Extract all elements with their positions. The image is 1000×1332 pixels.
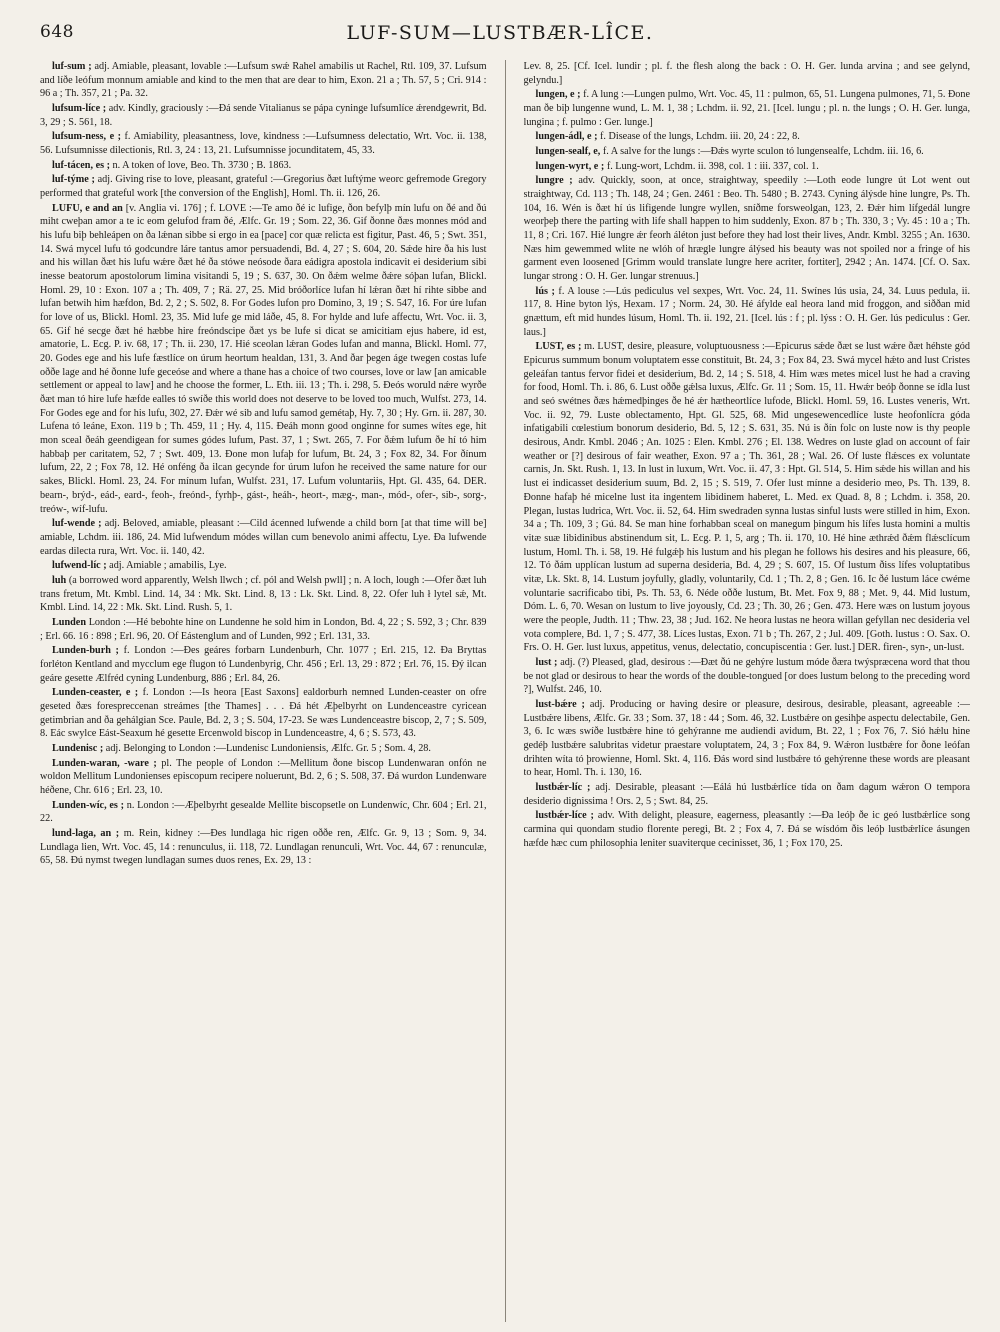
- entry-text: m. Rein, kidney :—Ðes lundlaga hic rigen oððe ren, Ælfc. Gr. 9, 13 ; Som. 9, 34. Lundlaga lien, Wrt. Voc. 45, 14 : renunculus, ii. 118, 72. Lundlagan renunculi, Wrt. Voc. 44, 67 : renunculæ, 65, 58. Ðú nymst twegen lundlagan sumes duos renes, Ex. 29, 13 :: [40, 827, 487, 867]
- entry-text: n. London :—Æþelbyrht gesealde Mellite biscopsetle on Lundenwíc, Chr. 604 ; Erl. 21, 22.: [40, 799, 487, 825]
- entry-headword: LUFU, e and an: [52, 202, 123, 214]
- entry-text: f. Amiability, pleasantness, love, kindness :—Lufsumness delectatio, Wrt. Voc. ii. 138, 56. Lufsumnisse dilectionis, Rtl. 3, 24 : 13, 21. Lufsumnisse jocunditatem, 45, 33.: [40, 131, 487, 157]
- dictionary-entry: [40, 742, 487, 756]
- dictionary-entry: [40, 827, 487, 868]
- dictionary-entry: [40, 60, 487, 101]
- entry-text: f. London :—Ðes geáres forbarn Lundenburh, Chr. 1077 ; Erl. 215, 12. Ða Bryttas forléton Kentland and mycclum ege flugon tó Lundenbyrig, Chr. 456 ; Erl. 13, 29 : 872 ; Erl. 76, 15. Ðý ilcan geáre gesette Ælfréd cyning Lundenburg, 886 ; Erl. 84, 26.: [40, 645, 487, 684]
- entry-text: London :—Hé bebohte hine on Lundenne he sold him in London, Bd. 4, 22 ; S. 592, 3 ; Chr. 839 ; Erl. 66. 16 : 898 ; Erl. 96, 20. Of Eástenglum and of Lunden, 992 ; Erl. 131, 33.: [40, 616, 487, 642]
- entry-headword: Lunden-burh ;: [52, 645, 119, 657]
- entry-text: [v. Anglia vi. 176] ; f. LOVE :—Te amo ðé ic lufige, ðon befylþ mín lufu on ðé and ðú miht cweþan amor a te ic eom gelufod fram ðé, Ælfc. Gr. 19 ; Som. 22, 36. Gif ðonne ðæs monnes mód and his lufu biþ behleápen on ða lǽnan sibbe si ergo in ea [pace] cor quæ relicta est figitur, Past. 46, 5 ; Swt. 351, 14. Swá mycel lufu tó godcundre láre tantus amor persuadendi, Bd. 4, 27 ; S. 604, 20. Sǽde hire ða his lust and his willan ðæt his lufu wǽre ðæt hé ða stówe neósode ðara eádigra apostola indicavit ei desiderium sibi inesse beatorum apostolorum limina visitandi 5, 19 ; S. 637, 30. On ðǽm welme ðǽre sóþan lufan, Blickl. Homl. 29, 10 : Exon. 107 a ; Th. 409, 7 ; Rä. 27, 25. Mid bróðorlíce lufan hí lǽran ðæt hí rihte sibbe and lufan betwih him hæfdon, Bd. 2, 2 ; S. 502, 8. For Godes lufon pro Domino, 3, 19 ; S. 547, 16. For úre lufan for love of us, Blickl. Homl. 23, 35. Mid lufe ge mid láðe, 45, 8. For hylde and lufe affectu, Wrt. Voc. ii. 3, 65. Gif hé secge ðæt hé hæbbe hire freóndscipe ðæt ys be lufe si dicat se amicitiam ejus habere, id est, amatorie, L. Ecg. P. iv. 68, 17 ; Th. ii. 230, 17. Hié sceolan lǽran Godes lufan and manna, Blickl. Homl. 77, 20. Godes ege and his lufe fæstlíce on úrum heortum healdan, 131, 3. And ðar þegen áge twegen costas lufe oððe lage and hé ðonne lufe geceóse and where a thane has a choice of two courses, love or law [an amicable settlement or appeal to law] and he choose the former, L. Eth. iii. 13 ; Th. i. 298, 5. Ðeós woruld nǽre wyrðe ðæt man tó hire lufe hæfde ealles tó swíðe this world does not deserve to be loved too much, Wulfst. 273, 14. For Godes ege and for his lufu, 302, 27. Ðǽr wé sib and lufu samod gemétaþ, Hy. 7, 30 ; Hy. Grn. ii. 287, 30. Lufena tó leáne, Exon. 119 b ; Th. 459, 11 ; Hy. 4, 115. Ðeáh monn good onginne for sumes wítes ege, hit mon sceal ðeáh geendigean for sumes gódes lufum, Past. 37, 1 ; Swt. 265, 7. For ðǽm lufum ðe hí tó him habbaþ per caritatem, 52, 7 ; Swt. 409, 13. Ðone mon lufaþ for lufum, Bt. 24, 3 ; Fox 82, 34. For ðínum lufum, 22, 2 ; Fox 78, 12. Hé onféng ða ilcan gecynde for úrum lufon he received the same nature for our sakes, Blickl. Homl. 23, 24. For mínum lufan, Wulfst. 231, 17. Lufum voluntariis, Hpt. Gl. 435, 64. DER. bearn-, brýd-, eád-, eard-, feoh-, freónd-, fyrhþ-, gást-, heáh-, heort-, mæg-, man-, mód-, ofer-, sib-, sorg-, treów-, wíf-lufu.: [40, 202, 487, 515]
- entry-headword: lungen, e ;: [535, 89, 581, 101]
- entry-headword: lufsum-ness, e ;: [52, 131, 121, 143]
- dictionary-entry: [40, 574, 487, 615]
- dictionary-entry: [524, 145, 971, 159]
- dictionary-entry: [40, 130, 487, 157]
- dictionary-entry: [524, 809, 971, 850]
- entry-text: m. LUST, desire, pleasure, voluptuousness :—Epicurus sǽde ðæt se lust wǽre ðæt héhste gód Epicurus summum bonum voluptatem esse constituit, Bt. 24, 3 ; Fox 84, 23. Swá mycel hǽto and lust Cristes geleáfan tantus fervor fidei et desiderium, Bd. 2, 14 ; S. 518, 4. Him wæs metes micel lust he had a craving for food, Homl. Th. i. 86, 6. Lust oððe gǽlsa luxus, Ælfc. Gr. 11 ; Som. 15, 11. Hwǽr beóþ ðonne se ídla lust and seó swétnes ðæs hǽmedþinges ðe hé ǽr hætheortlíce lufode, Blickl. Homl. 59, 16. Lustes veneris, Wrt. Voc. ii. 92, 79. Luste oblectamento, Hpt. Gl. 525, 68. Mid ungesewencedlíce luste heofonlícra góda infatigabili cœlestium bonorum desiderio, Bd. 5, 12 ; S. 631, 35. Nú is ðín folc on luste now is thy people desirous, Andr. Kmbl. 2046 ; An. 1025 : Elen. Kmbl. 276 ; El. 138. Wedres on luste glad on account of fair weather or [?] desirous of fair weather, Exon. 97 a ; Th. 361, 28 ; Wal. 26. Of luste flǽsces ex voluntate carnis, Jn. Skt. Rush. 1, 13. In lust in luxum, Wrt. Voc. ii. 47, 3 : Hpt. Gl. 514, 5. Him sǽde his willan and his lust ei indicasset desiderium suum, Bd. 2, 15 ; S. 519, 7. Ofer lust mínne a desiderio meo, Ps. Th. 139, 8. Ðonne hafaþ hé micelne lust ita ingentem libidinem haberet, L. Med. ex Quad. 8, 8 ; Lchdm. i. 358, 20. Plegan, lustas ludrica, Wrt. Voc. ii. 52, 64. Him swedraden synna lustas sinful lusts were stilled in him, Exon. 34 a ; Th. 109, 3 ; Gú. 84. Se man hine forhabban sceal on manegum þingum his lífes lusta homini a multis vitæ suæ libidinibus abstinendum sit, L. Ecg. P. 1, 5, arg ; Th. ii. 170, 10. Hé hine æthrǽd ðǽm flǽsclícum lustum, Homl. Th. i. 58, 19. Hé fulgǽþ his lustum and his plegan he follows his desires and his pleasure, 66, 12. Tó ðám upplícan lustum ad superna desideria, Bd. 4, 29 ; S. 607, 15. Of lustum ðiss lífes voluptatibus vitæ, Lk. Skt. 8, 14. Lustum joyfully, gladly, voluntarily, Cd. 1 ; Th. 2, 8 ; Gen. 16. Ic ðé lustum láce cwéme voluntarie sacrificabo tibi, Ps. Th. 53, 6. Néde oððe lustum, Bt. Met. Fox 9, 88 ; Met. 9, 44. Mid lustum, Dóm. L. 6, 70. Wesan on lustum to live joyously, Cd. 23 ; Th. 30, 26 ; Gen. 473. Here wæs on lustum joyous were the people, Judth. 11 ; Thw. 23, 38 ; Jud. 162. Ne heora lustas ne heora willan gefyllan nec desideria vel vota complere, Bd. 1, 7 ; S. 477, 38. Líces lustas, Exon. 71 b ; Th. 267, 2 ; Jul. 409. [Goth. lustus : O. Sax. O. Frs. O. H. Ger. lust luxus, appetitus, venus, delectatio, concupiscentia : Ger. lust.] DER. firen-, syn-, un-lust.: [523, 341, 970, 654]
- dictionary-entry: [40, 517, 487, 558]
- entry-text: adj. (?) Pleased, glad, desirous :—Ðæt ðú ne gehýre lustum móde ðæra twýspræcena word that thou be not glad or desirous to hear the words of the double-tongued [or does lustum belong to the preceding word ?], Wulfst. 246, 10.: [523, 656, 970, 696]
- entry-headword: luh: [52, 574, 67, 586]
- dictionary-entry: [524, 340, 971, 654]
- dictionary-entry: [524, 88, 971, 129]
- entry-text: adj. Amiable ; amabilis, Lye.: [109, 560, 227, 572]
- dictionary-entry: [40, 173, 487, 200]
- entry-headword: lund-laga, an ;: [52, 827, 120, 839]
- entry-headword: Lunden-wíc, es ;: [52, 799, 124, 811]
- entry-text: adj. Giving rise to love, pleasant, grateful :—Gregorius ðæt luftýme weorc gefremode Gregory performed that grateful work [the conversion of the English], Homl. Th. ii. 126, 26.: [40, 174, 487, 200]
- dictionary-entry: [524, 174, 971, 283]
- two-column-body: [40, 60, 970, 1322]
- entry-text: f. A louse :—Lús pediculus vel sexpes, Wrt. Voc. 24, 11. Swínes lús usia, 24, 34. Luus pedula, ii. 117, 8. Hine byton lýs, Hexam. 17 ; Norm. 24, 30. Hé áfylde eal heora land mid froggon, and siððan mid gnættum, eft mid hundes lúsum, Homl. Th. ii. 192, 21. [Icel. lús : f ; pl. lýss : O. H. Ger. lús pediculus : Ger. laus.]: [523, 285, 970, 338]
- entry-headword: lustbǽr-líc ;: [535, 781, 591, 793]
- dictionary-entry: [40, 159, 487, 173]
- dictionary-entry: [40, 757, 487, 798]
- running-head: LUF-SUM—LUSTBÆR-LÎCE.: [346, 22, 654, 44]
- entry-headword: lungre ;: [535, 175, 573, 187]
- entry-text: n. A token of love, Beo. Th. 3730 ; B. 1863.: [112, 159, 292, 171]
- entry-text: (a borrowed word apparently, Welsh llwch ; cf. pól and Welsh pwll] ; n. A loch, lough :—Ofer ðæt luh trans fretum, Mt. Kmbl. Lind. 14, 34 : Mk. Skt. Lind. 8, 13 : Lk. Skt. Lind. 8, 22. Ofer luh ł lytel sǽ, Mt. Kmbl. Lind. 14, 22 : Mk. Skt. Lind. Rush. 5, 1.: [40, 574, 487, 614]
- entry-headword: lús ;: [535, 285, 555, 297]
- right-column: [524, 60, 971, 1322]
- entry-text: adv. With delight, pleasure, eagerness, pleasantly :—Ða leóþ ðe ic geó lustbǽrlíce song carmina qui quondam studio florente peregi, Bt. 2 ; Fox 4, 7. Ðá se wísdóm ðis leóþ lustbǽrlíce ásungen hæfde hæc cum philosophia leniter suaviterque cecinisset, 36, 1 ; Fox 170, 25.: [523, 810, 970, 849]
- dictionary-entry: [524, 130, 971, 144]
- dictionary-entry: [40, 559, 487, 573]
- entry-headword: luf-tácen, es ;: [52, 159, 110, 171]
- entry-text: Lev. 8, 25. [Cf. Icel. lundir ; pl. f. the flesh along the back : O. H. Ger. lunda arvina ; and see gelynd, gelyndu.]: [523, 61, 970, 86]
- dictionary-entry: [40, 799, 487, 826]
- entry-headword: lufwend-líc ;: [52, 560, 107, 572]
- entry-headword: lungen-ádl, e ;: [535, 131, 598, 143]
- dictionary-entry: [524, 656, 971, 697]
- entry-text: adv. Kindly, graciously :—Ðá sende Vitalianus se pápa cyninge lufsumlíce ǽrendgewrit, Bd. 3, 29 ; S. 561, 18.: [40, 103, 487, 128]
- dictionary-entry: [524, 781, 971, 808]
- entry-text: f. A salve for the lungs :—Ðǽs wyrte sculon tó lungensealfe, Lchdm. iii. 16, 6.: [602, 146, 924, 158]
- column-divider: [505, 60, 506, 1322]
- left-column: [40, 60, 487, 1322]
- entry-headword: lufsum-líce ;: [52, 103, 107, 115]
- entry-headword: LUST, es ;: [535, 341, 582, 353]
- dictionary-entry: [40, 644, 487, 685]
- entry-text: f. London :—Is heora [East Saxons] ealdorburh nemned Lunden-ceaster on ofre geseted ðæs forespreccenan streámes [the Thames] . . . Ðá hét Æþelbyrht on Lundenceastre cyricean getimbrian and ða gehálgian Sce. Paule, Bd. 2, 3 ; S. 504, 17-23. Se wæs Lundenceastre biscop, 2, 7 ; S. 509, 8. Eác swylce Eást-Seaxum hé gesette Ercenwold biscop in Lundenceastre, 4, 6 ; S. 573, 43.: [40, 687, 487, 740]
- entry-text: adv. Quickly, soon, at once, straightway, speedily :—Loth eode lungre út Lot went out straightway, Cd. 113 ; Th. 148, 24 ; Gen. 2461 : Beo. Th. 5480 ; B. 2743. Cyning álýsde hine lungre, Ps. Th. 104, 16. Wén is ðæt hí ús lifigende lungre wyllen, sníðme forsweolgan, 123, 2. Ðǽr him lífgedál lungre weorþeþ there the parting with life shall happen to him suddenly, Exon. 87 b ; Th. 330, 3 ; Vy. 45 : 10 a ; Th. 11, 8 ; Cri. 167. Hié lungre ǽr feorh áléton just before they had lost their lives, Andr. Kmbl. 3255 ; An. 1630. Næs him gewemmed wlite ne wlóh of hrægle lungre álýsed his beauty was not spoiled nor a fringe of his garment even loosened [Grimm would translate lungre here acriter, fortiter], 2942 ; An. 1474. [Cf. O. Sax. lungar strong : O. H. Ger. lungar strenuus.]: [523, 175, 970, 283]
- entry-headword: Lundenisc ;: [52, 742, 104, 754]
- dictionary-entry: [40, 102, 487, 129]
- entry-text: adj. Producing or having desire or pleasure, desirous, desirable, pleasant, agreeable :—Lustbǽre libens, Ælfc. Gr. 33 ; Som. 37, 18 : 44 ; Som. 46, 32. Lustbǽre on gesihþe aspectu delectabile, Gen. 3, 6. Ic wæs swíðe lustbǽre hine tó gehýranne me audiendi avidum, Bt. 22, 1 ; Fox 76, 7. Sió hǽlu hine gedéþ lustbǽre salubritas videtur praestare voluptatem, 24, 3 ; Fox 84, 9. Wǽron lustbǽre for ðone leófan drihten wíta tó þrowienne, Homl. Skt. 4, 116. Ðás word sind lustbǽre tó gehýrenne these words are pleasant to hear, Homl. Th. i. 130, 16.: [523, 698, 970, 779]
- entry-text: adj. Beloved, amiable, pleasant :—Cild ácenned lufwende a child born [at that time will be] amiable, Lchdm. iii. 186, 24. Mid lufwendum módes willan cum benevolo animi affectu, Lye. Ða lufwende eardas dilecta rura, Wrt. Voc. ii. 140, 42.: [40, 518, 487, 557]
- entry-headword: luf-týme ;: [52, 174, 95, 186]
- dictionary-entry: [40, 616, 487, 643]
- entry-text: adj. Desirable, pleasant :—Eálá hú lustbǽrlíce tída on ðam dagum wǽron O tempora desiderio dignissima ! Ors. 2, 5 ; Swt. 84, 25.: [523, 781, 970, 807]
- entry-headword: luf-wende ;: [52, 518, 102, 530]
- entry-headword: lust ;: [535, 656, 558, 668]
- dictionary-entry: [524, 285, 971, 340]
- entry-headword: lust-bǽre ;: [535, 698, 585, 710]
- entry-text: f. Lung-wort, Lchdm. ii. 398, col. 1 : iii. 337, col. 1.: [606, 160, 819, 172]
- dictionary-entry: [40, 686, 487, 741]
- entry-headword: Lunden-waran, -ware ;: [52, 757, 157, 769]
- entry-headword: lungen-wyrt, e ;: [535, 160, 605, 172]
- entry-text: pl. The people of London :—Mellitum ðone biscop Lundenwaran onfón ne woldon Mellitum Lundonienses episcopum recipere noluerunt, Bd. 2, 6 ; S. 508, 37. Ðá wurdon Lundenware héðene, Chr. 616 ; Erl. 23, 10.: [40, 757, 487, 796]
- entry-headword: luf-sum ;: [52, 61, 92, 72]
- page-number: 648: [40, 22, 74, 42]
- entry-headword: lustbǽr-líce ;: [535, 810, 594, 822]
- entry-headword: lungen-sealf, e,: [535, 146, 601, 158]
- dictionary-entry: [524, 698, 971, 780]
- entry-text: adj. Amiable, pleasant, lovable :—Lufsum swǽ Rahel amabilis ut Rachel, Rtl. 109, 37. Lufsum and líðe leófum monnum amiable and kind to the men that are dear to him, Exon. 21 a ; Th. 57, 5 ; Cri. 914 : 96 a ; Th. 357, 21 ; Pa. 32.: [40, 61, 487, 100]
- entry-text: f. A lung :—Lungen pulmo, Wrt. Voc. 45, 11 : pulmon, 65, 51. Lungena pulmones, 71, 5. Ðone man ðe biþ lungenne wund, L. M. 1, 38 ; Lchdm. ii. 92, 21. [Icel. lungu ; pl. n. the lungs ; O. H. Ger. lunga, lungina ; f. pulmo : Ger. lunge.]: [523, 89, 970, 128]
- entry-headword: Lunden-ceaster, e ;: [52, 687, 139, 699]
- dictionary-entry: [524, 60, 971, 87]
- entry-text: f. Disease of the lungs, Lchdm. iii. 20, 24 : 22, 8.: [600, 131, 800, 143]
- entry-text: adj. Belonging to London :—Lundenisc Lundoniensis, Ælfc. Gr. 5 ; Som. 4, 28.: [105, 742, 431, 754]
- dictionary-entry: [524, 160, 971, 174]
- entry-headword: Lunden: [52, 616, 86, 628]
- dictionary-entry: [40, 202, 487, 516]
